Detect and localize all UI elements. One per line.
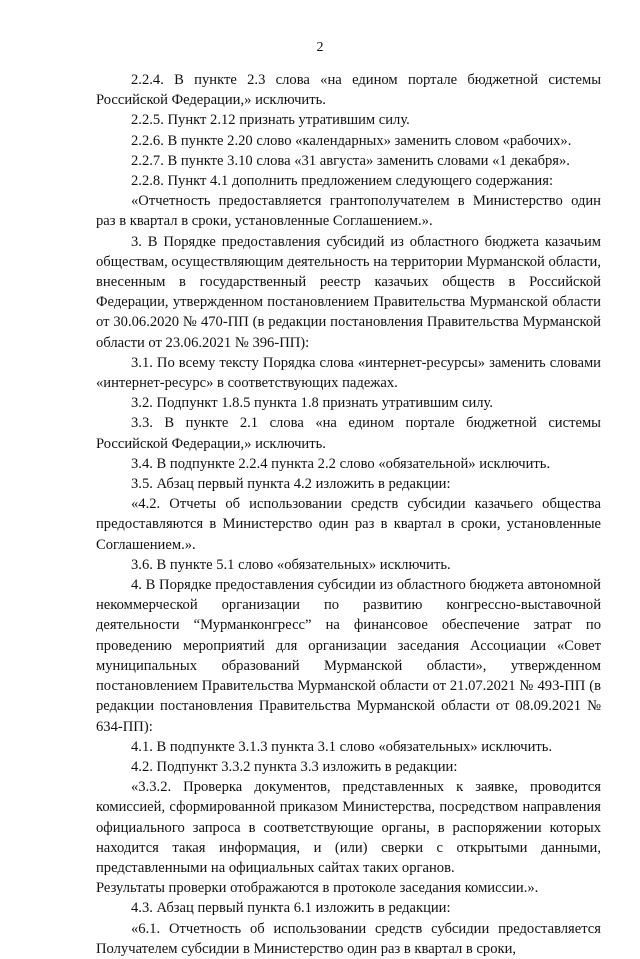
paragraph-2-2-7: 2.2.7. В пункте 3.10 слова «31 августа» заменить словами «1 декабря». [131,152,570,169]
paragraph-3-2: 3.2. Подпункт 1.8.5 пункта 1.8 признать утратившим силу. [131,395,494,412]
paragraph-3-6: 3.6. В пункте 5.1 слово «обязательных» исключить. [131,556,451,573]
quote-paragraph: «6.1. Отчетность об использовании средств субсидии предоставляется Получателем субсидии в Министерство один раз в квартал в сроки, [96,920,601,957]
paragraph-4-2: 4.2. Подпункт 3.3.2 пункта 3.3 изложить в редакции: [131,758,458,775]
paragraph-3: 3. В Порядке предоставления субсидий из областного бюджета казачьим обществам, осуществляющим деятельность на территории Мурманской области, внесенным в государственный реестр казачьих обществ в Российской Федерации, утвержденном постановлением Правительства Мурманской области от 30.06.2020 № 470-ПП (в редакции постановления Правительства Мурманской области от 23.06.2021 № 396-ПП): [96,233,601,351]
paragraph-2-2-8: 2.2.8. Пункт 4.1 дополнить предложением следующего содержания: [131,173,553,190]
quote-paragraph: «Отчетность предоставляется грантополучателем в Министерство один раз в квартал в сроки, установленные Соглашением.». [96,193,601,230]
paragraph-4-1: 4.1. В подпункте 3.1.3 пункта 3.1 слово «обязательных» исключить. [131,738,553,755]
paragraph-2-2-4: 2.2.4. В пункте 2.3 слова «на едином портале бюджетной системы Российской Федерации,» исключить. [96,72,601,109]
quote-paragraph: «3.3.2. Проверка документов, представленных к заявке, проводится комиссией, сформированной приказом Министерства, посредством направления официального запроса в соответствующие органы, в распоряжении которых находится такая информация, и (или) сверки с открытыми данными, представленными на официальных сайтах таких органов. [96,779,601,876]
paragraph-2-2-5: 2.2.5. Пункт 2.12 признать утратившим силу. [131,112,410,129]
paragraph-3-4: 3.4. В подпункте 2.2.4 пункта 2.2 слово «обязательной» исключить. [131,455,551,472]
quote-paragraph: «4.2. Отчеты об использовании средств субсидии казачьего общества предоставляются в Министерство один раз в квартал в сроки, установленные Соглашением.». [96,496,601,553]
paragraph-3-5: 3.5. Абзац первый пункта 4.2 изложить в редакции: [131,476,451,493]
paragraph-3-3: 3.3. В пункте 2.1 слова «на едином портале бюджетной системы Российской Федерации,» исключить. [96,415,601,452]
paragraph-3-1: 3.1. По всему тексту Порядка слова «интернет-ресурсы» заменить словами «интернет-ресурс» в соответствующих падежах. [96,354,601,392]
paragraph-4-3: 4.3. Абзац первый пункта 6.1 изложить в редакции: [131,900,451,917]
quote-paragraph-continued: Результаты проверки отображаются в протоколе заседания комиссии.». [96,880,539,897]
paragraph-2-2-6: 2.2.6. В пункте 2.20 слово «календарных» заменить словом «рабочих». [131,132,572,149]
page-number: 2 [316,40,324,55]
paragraph-4: 4. В Порядке предоставления субсидии из областного бюджета автономной некоммерческой организации по развитию конгрессно-выставочной деятельности “Мурманконгресс” на финансовое обеспечение затрат по проведению мероприятий для организации заседания Ассоциации «Совет муниципальных образований Мурманской области», утвержденном постановлением Правительства Мурманской области от 21.07.2021 № 493-ПП (в редакции постановления Правительства Мурманской области от 08.09.2021 № 634-ПП): [96,577,601,735]
document-body [96,70,601,959]
